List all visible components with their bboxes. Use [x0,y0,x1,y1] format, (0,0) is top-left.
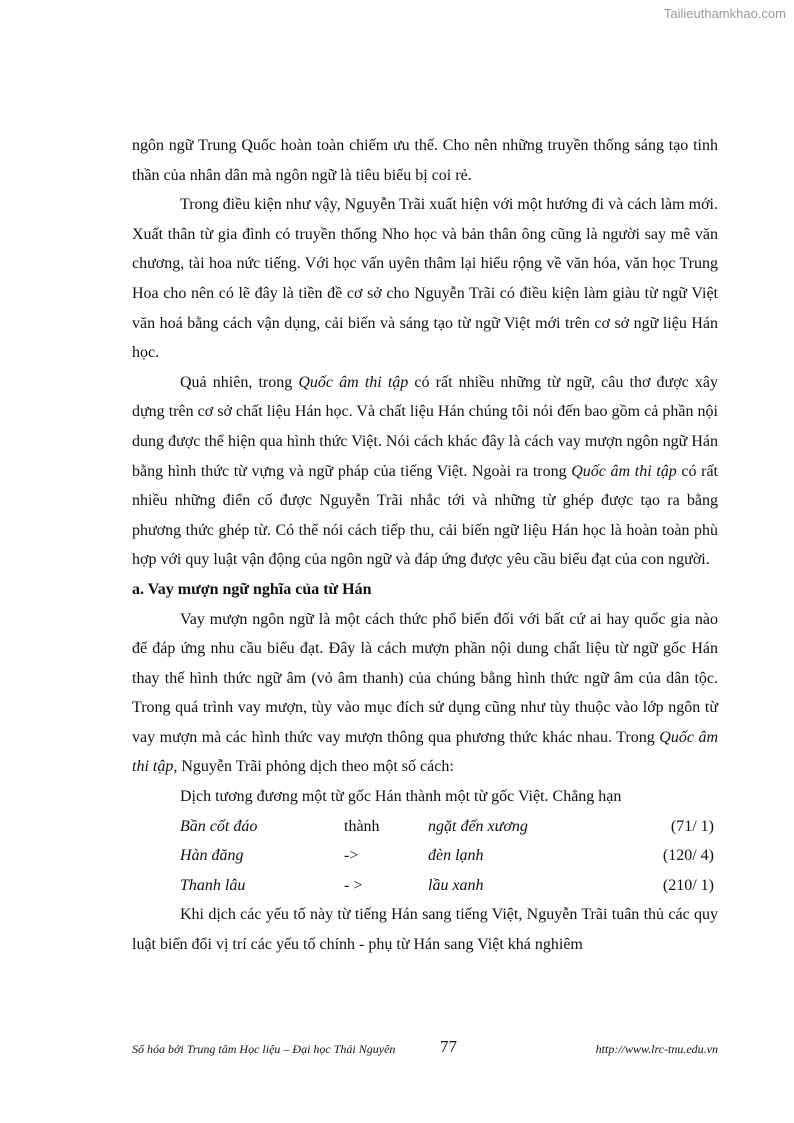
text-run: Vay mượn ngôn ngữ là một cách thức phổ biến đối với bất cứ ai hay quốc gia nào để đáp ứng nhu cầu biểu đạt. Đây là cách mượn phần nội dung chất liệu từ ngữ gốc Hán thay thế hình thức ngữ âm (vỏ âm thanh) của chúng bằng hình thức ngữ âm của dân tộc. Trong quá trình vay mượn, tùy vào mục đích sử dụng cũng như tùy thuộc vào lớp ngôn từ vay mượn mà các hình thức vay mượn thông qua phương thức khác nhau. Trong [132,610,718,746]
paragraph-2 [132,190,718,368]
italic-title: Quốc âm thi tập [298,373,409,391]
example-row [132,812,718,842]
example-connector: -> [344,847,359,865]
paragraph-1 [132,131,718,190]
paragraph-3 [132,368,718,575]
text-run: Khi dịch các yếu tố này từ tiếng Hán sang tiếng Việt, Nguyễn Trãi tuân thủ các quy luật biến đổi vị trí các yếu tố chính - phụ từ Hán sang Việt khá nghiêm [132,906,718,954]
example-ref: (120/ 4) [662,847,714,865]
text-run: Quả nhiên, trong [180,373,299,391]
text-run: , Nguyễn Trãi phỏng dịch theo một số cách: [173,758,454,776]
text-run: có rất nhiều những điển cố được Nguyễn Trãi nhắc tới và những từ ghép được tạo ra bằng phương thức ghép từ. Có thể nói cách tiếp thu, cải biến ngữ liệu Hán học là hoàn toàn phù hợp với quy luật vận động của ngôn ngữ và đáp ứng được yêu cầu biểu đạt của con người. [132,462,718,569]
example-viet: lầu xanh [428,876,484,894]
examples-list [132,812,718,901]
page-body [132,131,718,960]
examples-intro: Dịch tương đương một từ gốc Hán thành một từ gốc Việt. Chẳng hạn [180,788,622,806]
example-connector: thành [344,817,380,835]
text-run: có rất nhiều những từ ngữ, câu thơ được xây dựng trên cơ sở chất liệu Hán học. Và chất liệu Hán chúng tôi nói đến bao gồm cả phần nội dung được thể hiện qua hình thức Việt. Nói cách khác đây là cách vay mượn ngôn ngữ Hán bằng hình thức từ vựng và ngữ pháp của tiếng Việt. Ngoài ra trong [132,373,718,480]
paragraph-5 [132,900,718,959]
text-run: ngôn ngữ Trung Quốc hoàn toàn chiếm ưu thế. Cho nên những truyền thống sáng tạo tinh thần của nhân dân mà ngôn ngữ là tiêu biểu bị coi rẻ. [132,137,718,184]
example-ref: (210/ 1) [662,876,714,894]
example-han: Hàn đăng [180,847,244,865]
italic-title: Quốc âm thi tập [132,728,719,776]
example-row [132,871,718,901]
example-han: Bần cốt đáo [180,817,258,835]
example-row [132,841,718,871]
footer-url[interactable]: http://www.lrc-tnu.edu.vn [595,1042,718,1056]
example-han: Thanh lâu [180,876,246,894]
section-heading: a. Vay mượn ngữ nghĩa của từ Hán [132,580,372,598]
footer-source: Số hóa bởi Trung tâm Học liệu – Đại học Thái Nguyên [132,1042,396,1056]
italic-title: Quốc âm thi tập [571,462,677,480]
paragraph-4 [132,605,718,783]
example-connector: - > [344,876,363,894]
example-viet: đèn lạnh [428,847,484,865]
example-viet: ngặt đến xương [428,817,528,835]
page-footer [132,1037,718,1066]
watermark: Tailieuthamkhao.com [663,6,786,21]
text-run: Trong điều kiện như vậy, Nguyễn Trãi xuất hiện với một hướng đi và cách làm mới. Xuất thân từ gia đình có truyền thống Nho học và bản thân ông cũng là người say mê văn chương, tài hoa nức tiếng. Với học vấn uyên thâm lại hiểu rộng về văn hóa, văn học Trung Hoa cho nên có lẽ đây là tiền đề cơ sở cho Nguyễn Trãi có điều kiện làm giàu từ ngữ Việt văn hoá bằng cách vận dụng, cải biến và sáng tạo từ ngữ Việt mới trên cơ sở ngữ liệu Hán học. [132,196,718,362]
example-ref: (71/ 1) [670,817,714,835]
page-number: 77 [440,1037,457,1056]
